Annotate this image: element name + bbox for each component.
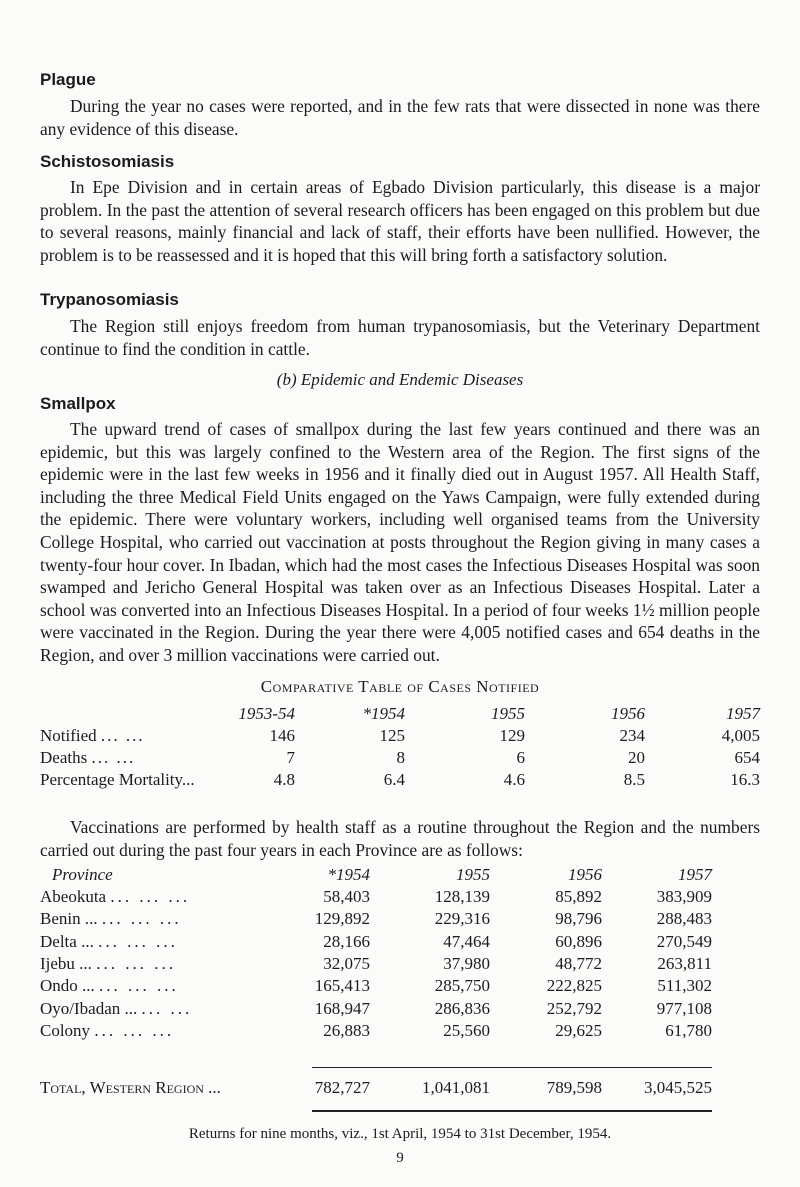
table-cell: 125 (379, 726, 405, 745)
table-cell: 285,750 (434, 976, 490, 996)
table-row (40, 975, 712, 997)
subtotal-rule (312, 1067, 712, 1068)
vaccination-intro: Vaccinations are performed by health staff as a routine throughout the Region and the numbers carried out during the past four years in each Province are as follows: (40, 817, 760, 860)
comparative-table-header (40, 703, 760, 725)
year-header: 1953-54 (238, 704, 295, 723)
year-header: 1956 (568, 865, 602, 884)
table-cell: 654 (734, 748, 760, 767)
table-cell: 16.3 (730, 770, 760, 789)
table-cell: 6 (516, 748, 525, 767)
table-cell: 47,464 (443, 931, 490, 951)
table-row (40, 931, 712, 953)
table-row (40, 1020, 712, 1042)
year-header: *1954 (327, 865, 370, 884)
table-row (40, 997, 712, 1019)
table-cell: 129 (499, 726, 525, 745)
table-cell: 37,980 (443, 954, 490, 974)
table-cell: 286,836 (434, 998, 490, 1018)
plague-paragraph: During the year no cases were reported, and in the few rats that were dissected in none was there any evidence of this disease. (40, 96, 760, 139)
table-cell: 29,625 (555, 1020, 602, 1040)
table-row (40, 747, 760, 769)
table-cell: 60,896 (555, 931, 602, 951)
province-label: Ijebu ... ... ... ... (40, 954, 176, 974)
table-cell: 383,909 (656, 887, 712, 907)
plague-heading: Plague (40, 70, 96, 89)
year-header: 1955 (491, 704, 525, 723)
total-cell: 789,598 (546, 1078, 602, 1097)
province-label: Delta ... ... ... ... (40, 931, 178, 951)
schistosomiasis-heading: Schistosomiasis (40, 152, 175, 171)
table-cell: 252,792 (546, 998, 602, 1018)
year-header: 1957 (726, 704, 760, 723)
table-cell: 32,075 (323, 954, 370, 974)
table-cell: 8 (396, 748, 405, 767)
province-label: Ondo ... ... ... ... (40, 976, 179, 996)
vaccination-table (40, 864, 712, 1042)
table-cell: 85,892 (555, 887, 602, 907)
vaccination-table-header (40, 864, 712, 886)
table-cell: 20 (628, 748, 645, 767)
table-cell: 4.8 (273, 770, 295, 789)
footnote: Returns for nine months, viz., 1st April, 1954 to 31st December, 1954. (188, 1126, 612, 1142)
province-label: Benin ... ... ... ... (40, 909, 182, 929)
province-label: Colony ... ... ... (40, 1020, 175, 1040)
total-label: Total, Western Region ... (40, 1078, 221, 1097)
table-cell: 270,549 (656, 931, 712, 951)
table-cell: 222,825 (546, 976, 602, 996)
table-cell: 98,796 (555, 909, 602, 929)
table-cell: 234 (619, 726, 645, 745)
table-cell: 168,947 (314, 998, 370, 1018)
row-label: Deaths ... ... (40, 748, 136, 767)
total-rule (312, 1110, 712, 1112)
table-cell: 129,892 (314, 909, 370, 929)
page-number: 9 (396, 1150, 404, 1166)
total-cell: 3,045,525 (644, 1078, 712, 1097)
table-cell: 977,108 (656, 998, 712, 1018)
comparative-table (40, 703, 760, 791)
table-cell: 4,005 (721, 726, 760, 745)
year-header: *1954 (362, 704, 405, 723)
smallpox-heading: Smallpox (40, 394, 116, 413)
table-cell: 58,403 (323, 887, 370, 907)
province-label: Abeokuta ... ... ... (40, 887, 191, 907)
table-cell: 26,883 (323, 1020, 370, 1040)
total-row (40, 1077, 712, 1099)
table-cell: 61,780 (665, 1020, 712, 1040)
table-cell: 4.6 (503, 770, 525, 789)
table-cell: 263,811 (657, 954, 712, 974)
table-row (40, 908, 712, 930)
table-cell: 28,166 (323, 931, 370, 951)
epidemic-subheading: (b) Epidemic and Endemic Diseases (276, 370, 524, 389)
smallpox-paragraph: The upward trend of cases of smallpox during the last few years continued and there was an epidemic, but this was largely confined to the Western area of the Region. The first signs of the epidemic were in the last few weeks in 1956 and it finally died out in August 1957. All Health Staff, including the three Medical Field Units engaged on the Yaws Campaign, were fully extended during the epidemic. There were voluntary workers, including well organised teams from the University College Hospital, who carried out vaccination at posts throughout the Region giving in many cases a twenty-four hour cover. In Ibadan, which had the most cases the Infectious Diseases Hospital was soon swamped and Jericho General Hospital was taken over as an Infectious Diseases Hospital. Later a school was converted into an Infectious Diseases Hospital. In a period of four weeks 1½ million people were vaccinated in the Region. During the year there were 4,005 notified cases and 654 deaths in the Region, and over 3 million vaccinations were carried out. (40, 419, 760, 665)
table-cell: 128,139 (434, 887, 490, 907)
year-header: 1957 (678, 865, 712, 884)
total-cell: 1,041,081 (422, 1078, 490, 1097)
province-header: Province (52, 865, 113, 884)
table-cell: 8.5 (623, 770, 645, 789)
table-row (40, 953, 712, 975)
comparative-table-title (40, 677, 760, 697)
trypanosomiasis-paragraph: The Region still enjoys freedom from human trypanosomiasis, but the Veterinary Department continue to find the condition in cattle. (40, 316, 760, 359)
schistosomiasis-paragraph: In Epe Division and in certain areas of Egbado Division particularly, this disease is a major problem. In the past the attention of several research officers has been engaged on this problem but due to several reasons, mainly financial and lack of staff, their efforts have been nullified. However, the problem is to be reassessed and it is hoped that this will bring forth a satisfactory solution. (40, 177, 760, 265)
trypanosomiasis-heading: Trypanosomiasis (40, 290, 179, 309)
year-header: 1955 (456, 865, 490, 884)
table-cell: 229,316 (434, 909, 490, 929)
table-cell: 48,772 (555, 954, 602, 974)
table-cell: 6.4 (383, 770, 405, 789)
year-header: 1956 (611, 704, 645, 723)
table-row (40, 769, 760, 791)
table-cell: 165,413 (314, 976, 370, 996)
comparative-table-title-text: Comparative Table of Cases Notified (260, 677, 540, 696)
table-row (40, 725, 760, 747)
vaccination-total-row (40, 1077, 712, 1099)
table-row (40, 886, 712, 908)
table-cell: 511,302 (657, 976, 712, 996)
row-label: Percentage Mortality... (40, 770, 195, 789)
table-cell: 7 (286, 748, 295, 767)
table-cell: 146 (269, 726, 295, 745)
table-cell: 288,483 (656, 909, 712, 929)
row-label: Notified ... ... (40, 726, 145, 745)
total-cell: 782,727 (314, 1078, 370, 1097)
table-cell: 25,560 (443, 1020, 490, 1040)
province-label: Oyo/Ibadan ... ... ... (40, 998, 193, 1018)
